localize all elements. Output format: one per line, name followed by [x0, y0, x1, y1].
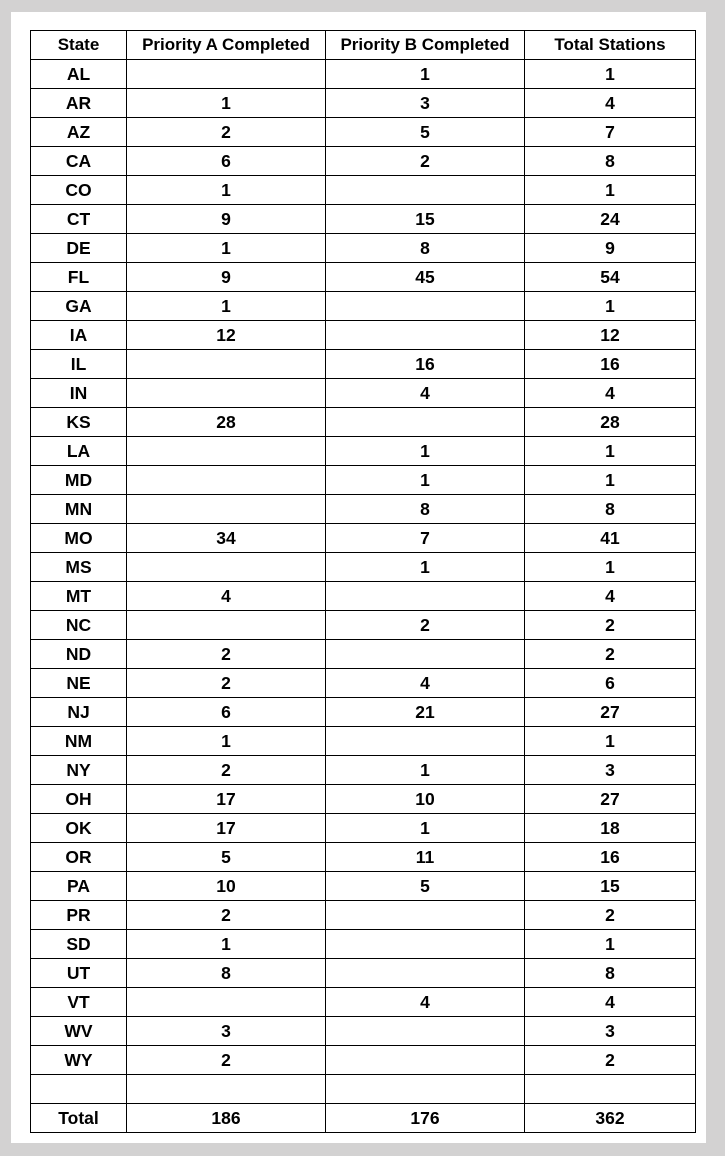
- table-row: [31, 321, 696, 350]
- priority-b-cell: 5: [326, 872, 525, 901]
- state-cell: VT: [31, 988, 127, 1017]
- state-cell: IA: [31, 321, 127, 350]
- priority-b-cell: 21: [326, 698, 525, 727]
- table-row: [31, 1046, 696, 1075]
- total-cell: 2: [525, 901, 696, 930]
- state-cell: KS: [31, 408, 127, 437]
- table-row: [31, 930, 696, 959]
- table-row: [31, 814, 696, 843]
- priority-b-cell: 7: [326, 524, 525, 553]
- priority-a-cell: 9: [127, 205, 326, 234]
- priority-b-cell: 1: [326, 553, 525, 582]
- total-stations: 362: [525, 1104, 696, 1133]
- priority-a-cell: 8: [127, 959, 326, 988]
- table-row: [31, 988, 696, 1017]
- priority-a-cell: 2: [127, 901, 326, 930]
- table-row: [31, 756, 696, 785]
- priority-b-cell: 2: [326, 611, 525, 640]
- state-cell: IN: [31, 379, 127, 408]
- table-row: [31, 466, 696, 495]
- state-cell: MN: [31, 495, 127, 524]
- total-label: Total: [31, 1104, 127, 1133]
- total-cell: 24: [525, 205, 696, 234]
- priority-a-cell: 2: [127, 118, 326, 147]
- priority-a-cell: 28: [127, 408, 326, 437]
- table-row: [31, 292, 696, 321]
- priority-b-cell: 10: [326, 785, 525, 814]
- priority-a-cell: [127, 350, 326, 379]
- priority-b-cell: [326, 727, 525, 756]
- total-cell: 2: [525, 640, 696, 669]
- table-row: [31, 698, 696, 727]
- priority-a-cell: 34: [127, 524, 326, 553]
- state-cell: WY: [31, 1046, 127, 1075]
- total-cell: 1: [525, 60, 696, 89]
- total-cell: 3: [525, 756, 696, 785]
- priority-b-cell: 1: [326, 466, 525, 495]
- priority-a-cell: [127, 611, 326, 640]
- table-row: [31, 234, 696, 263]
- priority-b-cell: [326, 1017, 525, 1046]
- priority-a-cell: 2: [127, 669, 326, 698]
- state-cell: PA: [31, 872, 127, 901]
- total-cell: 4: [525, 379, 696, 408]
- state-cell: OK: [31, 814, 127, 843]
- total-cell: 9: [525, 234, 696, 263]
- total-cell: 4: [525, 89, 696, 118]
- priority-b-cell: 15: [326, 205, 525, 234]
- priority-a-cell: [127, 466, 326, 495]
- priority-a-cell: [127, 1075, 326, 1104]
- priority-b-cell: 2: [326, 147, 525, 176]
- total-cell: 41: [525, 524, 696, 553]
- table-row: [31, 205, 696, 234]
- priority-b-cell: [326, 292, 525, 321]
- total-cell: 1: [525, 930, 696, 959]
- priority-b-cell: [326, 176, 525, 205]
- priority-a-cell: 3: [127, 1017, 326, 1046]
- state-cell: NE: [31, 669, 127, 698]
- stations-table: [30, 30, 696, 1133]
- document-page: [11, 12, 706, 1143]
- table-row: [31, 176, 696, 205]
- table-row: [31, 553, 696, 582]
- priority-a-cell: 10: [127, 872, 326, 901]
- priority-b-cell: 4: [326, 669, 525, 698]
- priority-b-cell: 4: [326, 379, 525, 408]
- priority-b-cell: [326, 901, 525, 930]
- table-row: [31, 263, 696, 292]
- table-row: [31, 1017, 696, 1046]
- table-row: [31, 901, 696, 930]
- state-cell: OH: [31, 785, 127, 814]
- total-cell: 4: [525, 988, 696, 1017]
- priority-a-cell: [127, 60, 326, 89]
- state-cell: CT: [31, 205, 127, 234]
- state-cell: IL: [31, 350, 127, 379]
- total-cell: 1: [525, 437, 696, 466]
- state-cell: [31, 1075, 127, 1104]
- table-row: [31, 524, 696, 553]
- table-row: [31, 582, 696, 611]
- priority-b-cell: 8: [326, 234, 525, 263]
- state-cell: ND: [31, 640, 127, 669]
- priority-b-cell: 16: [326, 350, 525, 379]
- state-cell: NC: [31, 611, 127, 640]
- priority-a-cell: 1: [127, 89, 326, 118]
- priority-a-cell: 1: [127, 292, 326, 321]
- priority-b-cell: 4: [326, 988, 525, 1017]
- state-cell: MO: [31, 524, 127, 553]
- priority-a-cell: [127, 553, 326, 582]
- total-cell: [525, 1075, 696, 1104]
- priority-b-cell: 1: [326, 814, 525, 843]
- priority-b-cell: 1: [326, 437, 525, 466]
- table-row: [31, 640, 696, 669]
- priority-b-cell: [326, 582, 525, 611]
- table-row: [31, 495, 696, 524]
- total-cell: 54: [525, 263, 696, 292]
- priority-a-cell: 12: [127, 321, 326, 350]
- table-row: [31, 727, 696, 756]
- table-row: [31, 843, 696, 872]
- table-row: [31, 785, 696, 814]
- priority-b-cell: 5: [326, 118, 525, 147]
- priority-a-cell: 2: [127, 756, 326, 785]
- total-cell: 28: [525, 408, 696, 437]
- state-cell: MD: [31, 466, 127, 495]
- table-row: [31, 147, 696, 176]
- priority-b-cell: 8: [326, 495, 525, 524]
- total-cell: 18: [525, 814, 696, 843]
- table-row: [31, 611, 696, 640]
- table-row: [31, 872, 696, 901]
- priority-a-cell: [127, 988, 326, 1017]
- priority-b-cell: [326, 930, 525, 959]
- total-cell: 15: [525, 872, 696, 901]
- table-header: [31, 31, 696, 60]
- total-cell: 2: [525, 611, 696, 640]
- priority-a-cell: 6: [127, 698, 326, 727]
- total-cell: 1: [525, 466, 696, 495]
- total-cell: 6: [525, 669, 696, 698]
- priority-a-cell: 9: [127, 263, 326, 292]
- total-cell: 27: [525, 785, 696, 814]
- total-cell: 16: [525, 350, 696, 379]
- header-row: [31, 31, 696, 60]
- table-row: [31, 669, 696, 698]
- priority-b-cell: 1: [326, 60, 525, 89]
- priority-b-cell: [326, 408, 525, 437]
- total-cell: 4: [525, 582, 696, 611]
- table-footer: [31, 1104, 696, 1133]
- priority-b-cell: 1: [326, 756, 525, 785]
- total-priority-a: 186: [127, 1104, 326, 1133]
- total-cell: 8: [525, 147, 696, 176]
- table-body: [31, 60, 696, 1104]
- priority-a-cell: 1: [127, 176, 326, 205]
- table-row: [31, 350, 696, 379]
- table-row: [31, 379, 696, 408]
- table-row: [31, 408, 696, 437]
- state-cell: MS: [31, 553, 127, 582]
- priority-b-cell: [326, 1075, 525, 1104]
- priority-b-cell: [326, 1046, 525, 1075]
- total-cell: 1: [525, 292, 696, 321]
- priority-b-cell: 11: [326, 843, 525, 872]
- state-cell: CA: [31, 147, 127, 176]
- priority-b-cell: 45: [326, 263, 525, 292]
- table-row: [31, 89, 696, 118]
- table-row: [31, 1075, 696, 1104]
- column-header-total-stations: Total Stations: [525, 31, 696, 60]
- table-row: [31, 959, 696, 988]
- table-row: [31, 437, 696, 466]
- priority-a-cell: [127, 437, 326, 466]
- total-cell: 8: [525, 495, 696, 524]
- priority-b-cell: [326, 640, 525, 669]
- priority-a-cell: 1: [127, 234, 326, 263]
- total-cell: 3: [525, 1017, 696, 1046]
- priority-a-cell: [127, 379, 326, 408]
- state-cell: FL: [31, 263, 127, 292]
- priority-a-cell: 17: [127, 814, 326, 843]
- column-header-priority-a: Priority A Completed: [127, 31, 326, 60]
- priority-a-cell: 6: [127, 147, 326, 176]
- column-header-priority-b: Priority B Completed: [326, 31, 525, 60]
- table-row: [31, 118, 696, 147]
- priority-b-cell: [326, 321, 525, 350]
- state-cell: AL: [31, 60, 127, 89]
- total-cell: 1: [525, 176, 696, 205]
- priority-a-cell: 2: [127, 1046, 326, 1075]
- state-cell: WV: [31, 1017, 127, 1046]
- priority-a-cell: 5: [127, 843, 326, 872]
- priority-a-cell: 17: [127, 785, 326, 814]
- total-cell: 2: [525, 1046, 696, 1075]
- state-cell: GA: [31, 292, 127, 321]
- state-cell: SD: [31, 930, 127, 959]
- total-cell: 7: [525, 118, 696, 147]
- total-priority-b: 176: [326, 1104, 525, 1133]
- state-cell: AZ: [31, 118, 127, 147]
- total-row: [31, 1104, 696, 1133]
- state-cell: DE: [31, 234, 127, 263]
- total-cell: 1: [525, 553, 696, 582]
- total-cell: 1: [525, 727, 696, 756]
- state-cell: OR: [31, 843, 127, 872]
- state-cell: AR: [31, 89, 127, 118]
- priority-b-cell: 3: [326, 89, 525, 118]
- priority-b-cell: [326, 959, 525, 988]
- column-header-state: State: [31, 31, 127, 60]
- priority-a-cell: [127, 495, 326, 524]
- state-cell: NM: [31, 727, 127, 756]
- state-cell: NY: [31, 756, 127, 785]
- state-cell: MT: [31, 582, 127, 611]
- total-cell: 12: [525, 321, 696, 350]
- priority-a-cell: 2: [127, 640, 326, 669]
- state-cell: NJ: [31, 698, 127, 727]
- total-cell: 27: [525, 698, 696, 727]
- priority-a-cell: 1: [127, 930, 326, 959]
- priority-a-cell: 4: [127, 582, 326, 611]
- state-cell: UT: [31, 959, 127, 988]
- priority-a-cell: 1: [127, 727, 326, 756]
- total-cell: 8: [525, 959, 696, 988]
- total-cell: 16: [525, 843, 696, 872]
- state-cell: LA: [31, 437, 127, 466]
- state-cell: PR: [31, 901, 127, 930]
- table-row: [31, 60, 696, 89]
- state-cell: CO: [31, 176, 127, 205]
